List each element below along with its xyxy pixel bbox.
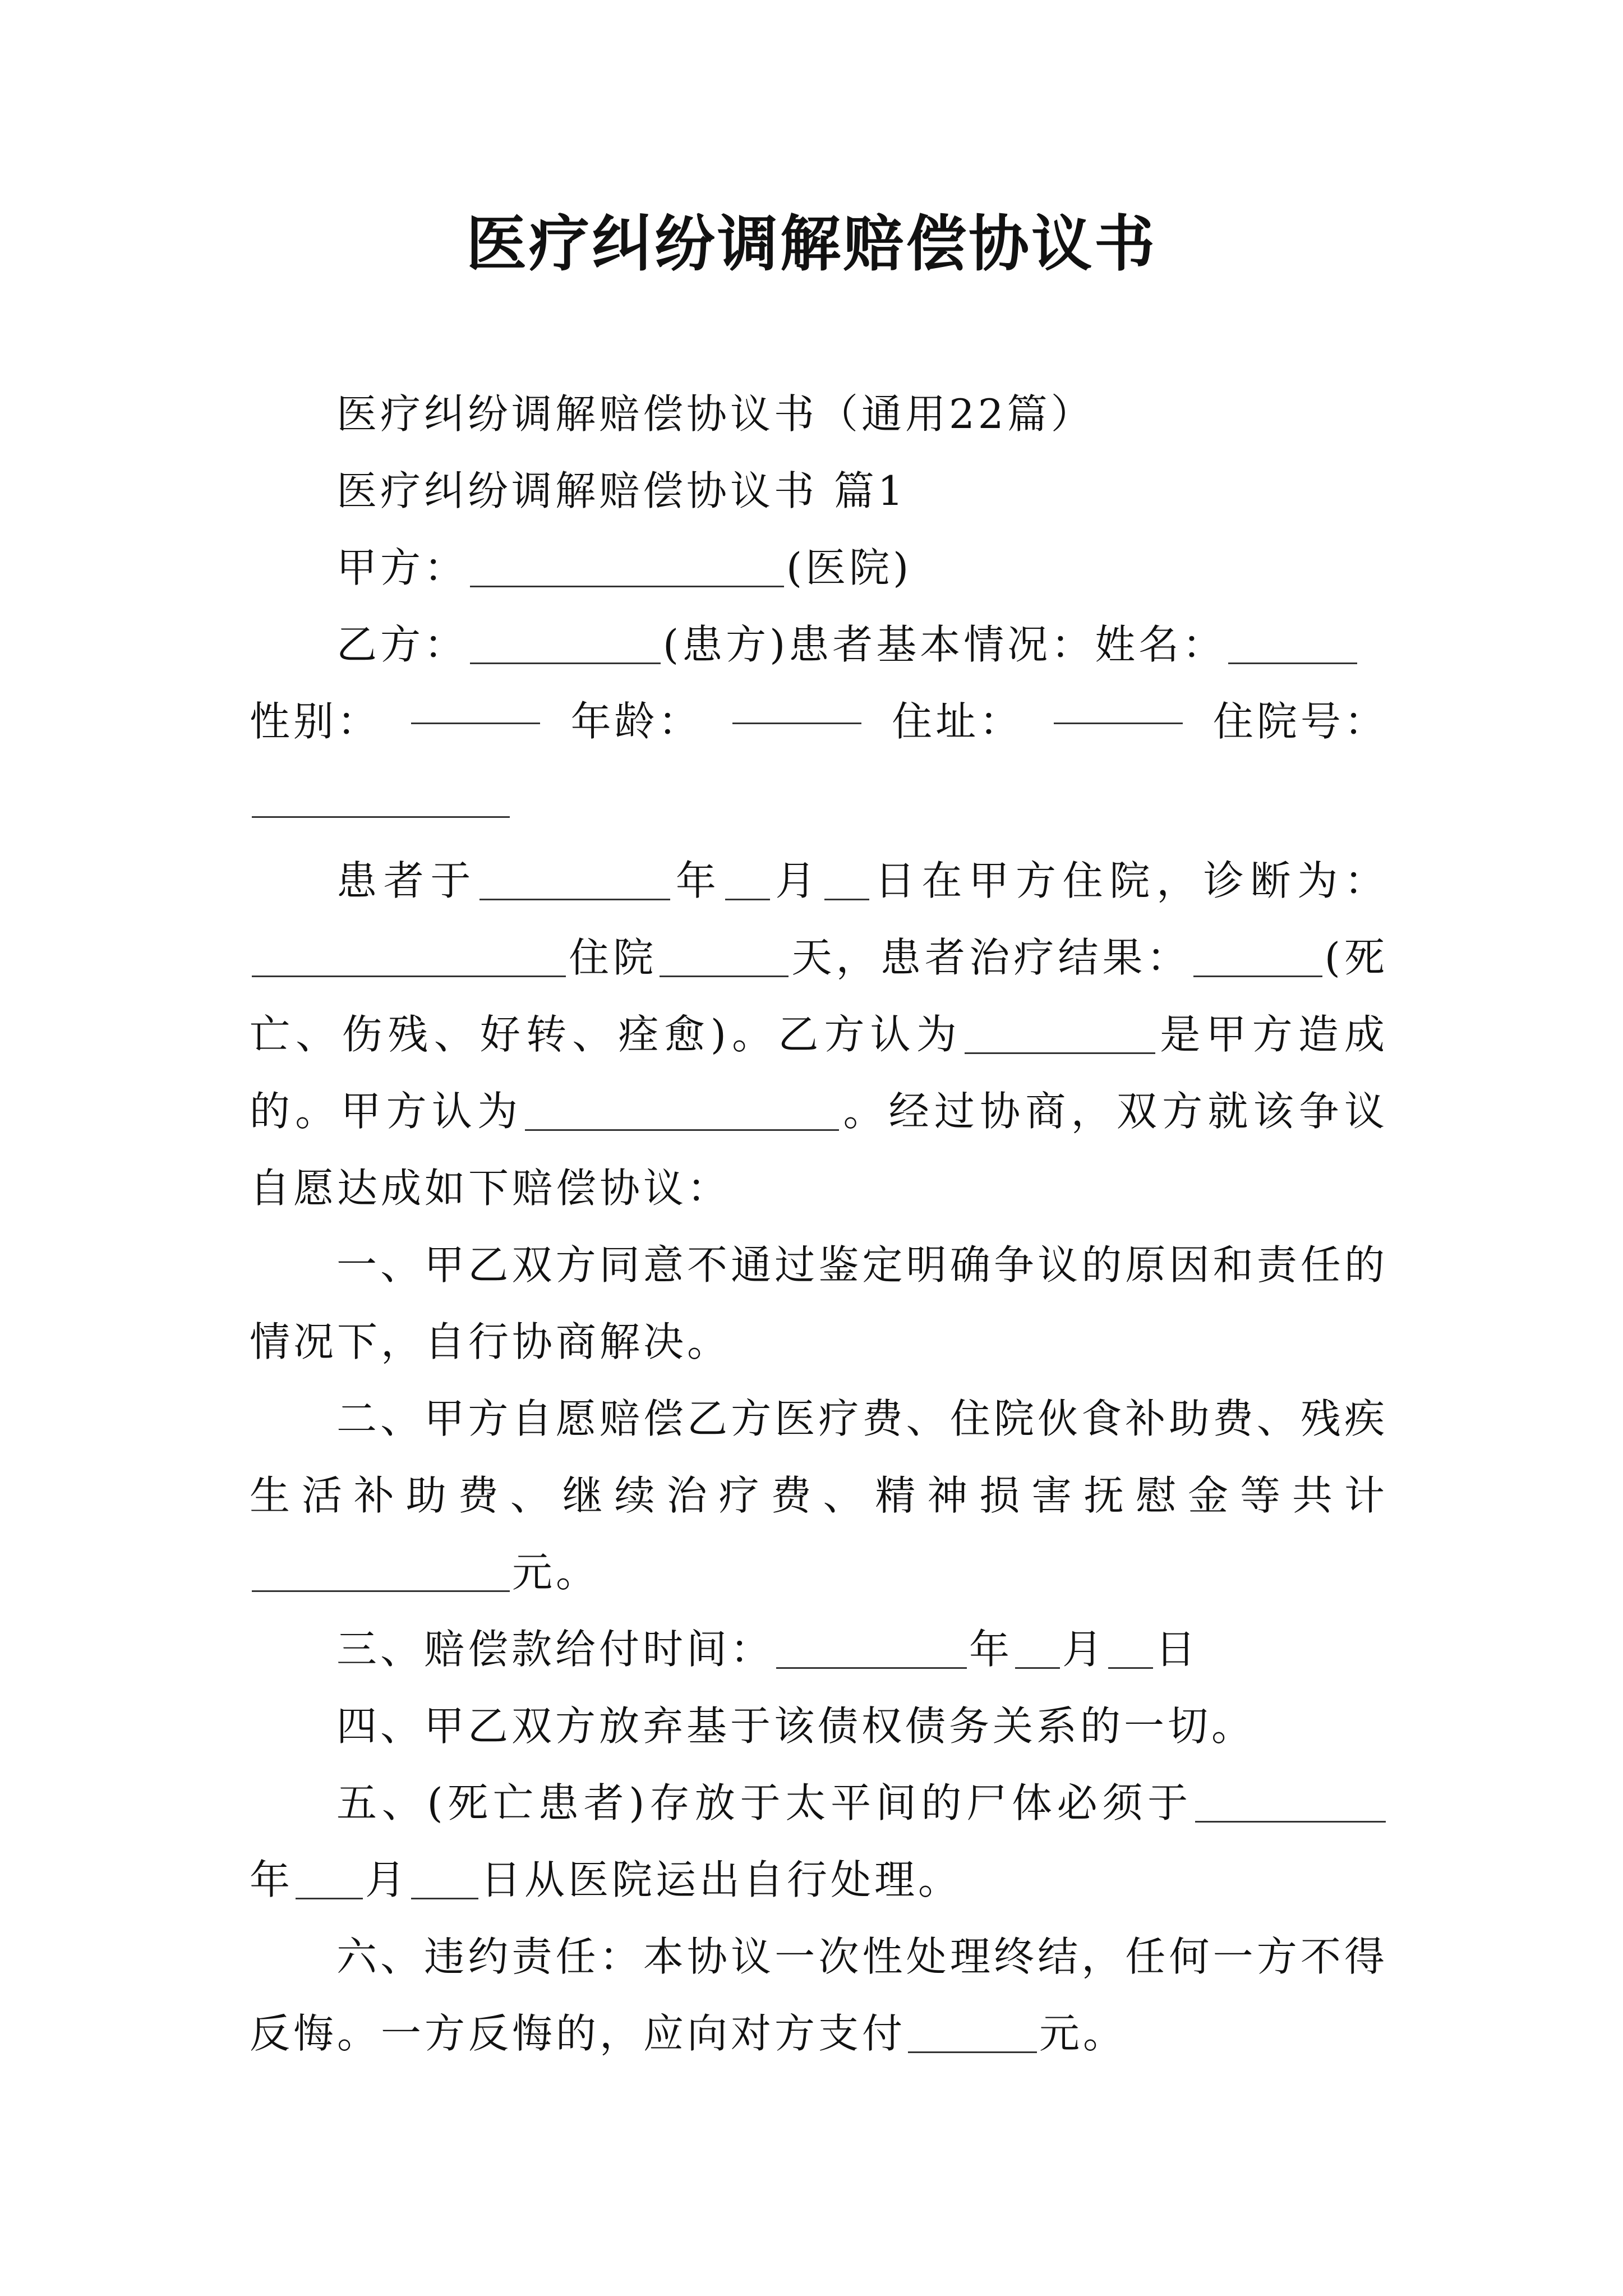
removal-month-blank — [296, 1858, 363, 1899]
admission-text-1: 患者于 — [336, 857, 478, 904]
admission-paragraph — [250, 843, 1388, 1227]
admission-text-2: 年 — [672, 857, 723, 904]
patient-info-line — [250, 683, 1388, 760]
clause-3-month: 月 — [1062, 1626, 1106, 1673]
age-label: 年龄： — [570, 698, 702, 745]
admission-no-label: 住院号： — [1212, 698, 1388, 745]
clause-2-unit: 元。 — [512, 1549, 600, 1596]
document-body — [250, 376, 1388, 2072]
days-blank — [660, 936, 789, 977]
party-a-blank — [470, 546, 784, 587]
removal-day-blank — [411, 1858, 478, 1899]
document-title: 医疗纠纷调解赔偿协议书 — [465, 209, 1157, 279]
party-a-label: 甲方： — [336, 544, 468, 591]
party-b-suffix: (患方)患者基本情况：姓名： — [663, 621, 1227, 668]
result-blank — [1193, 936, 1322, 977]
party-b-blank — [470, 623, 661, 664]
diagnosis-blank — [252, 936, 566, 977]
admission-text-8: 是甲方造成的。甲方认为 — [250, 1011, 1388, 1135]
clause-5-tail: 日从医院运出自行处理。 — [481, 1856, 962, 1903]
removal-year-blank — [1195, 1782, 1386, 1823]
party-a-suffix: (医院) — [786, 544, 912, 591]
clause-6-text: 六、违约责任：本协议一次性处理终结，任何一方不得反悔。一方反悔的，应向对方支付 — [250, 1933, 1388, 2057]
patient-name-blank — [1228, 623, 1357, 664]
clause-5-month: 月 — [365, 1856, 409, 1903]
admission-day-blank — [824, 859, 869, 900]
payment-year-blank — [776, 1628, 967, 1669]
admission-text-5: 住院 — [568, 934, 658, 981]
admission-month-blank — [725, 859, 770, 900]
clause-6 — [250, 1918, 1388, 2072]
gender-blank — [411, 683, 540, 724]
gender-label: 性别： — [250, 698, 381, 745]
clause-3-year: 年 — [969, 1626, 1013, 1673]
clause-6-unit: 元。 — [1039, 2010, 1127, 2057]
clause-3-day: 日 — [1155, 1626, 1200, 1673]
party-b-line — [250, 606, 1388, 683]
admission-no-line — [250, 760, 1388, 837]
clause-2 — [250, 1381, 1388, 1611]
party-a-line — [250, 530, 1388, 606]
admission-text-3: 月 — [772, 857, 823, 904]
address-blank — [1054, 683, 1183, 724]
admission-text-9: 。经过协商，双方就该争议自愿达成如下赔偿协议： — [250, 1088, 1388, 1212]
penalty-amount-blank — [908, 2012, 1037, 2053]
clause-3 — [250, 1611, 1388, 1688]
clause-3-text: 三、赔偿款给付时间： — [336, 1626, 774, 1673]
clause-1: 一、甲乙双方同意不通过鉴定明确争议的原因和责任的情况下，自行协商解决。 — [250, 1241, 1388, 1365]
clause-5-text: 五、(死亡患者)存放于太平间的尸体必须于 — [336, 1779, 1193, 1826]
subtitle: 医疗纠纷调解赔偿协议书（通用22篇） — [336, 390, 1095, 438]
admission-no-blank — [252, 777, 510, 818]
age-blank — [732, 683, 861, 724]
admission-text-6: 天，患者治疗结果： — [791, 934, 1191, 981]
section-heading: 医疗纠纷调解赔偿协议书 篇1 — [336, 467, 907, 514]
party-b-opinion-blank — [965, 1013, 1155, 1054]
clause-5-year: 年 — [250, 1856, 294, 1903]
clause-4: 四、甲乙双方放弃基于该债权债务关系的一切。 — [336, 1703, 1256, 1750]
admission-year-blank — [479, 859, 670, 900]
clause-5 — [250, 1765, 1388, 1918]
admission-text-7: (死亡、伤残、好转、痊愈)。乙方认为 — [250, 934, 1388, 1058]
party-b-label: 乙方： — [336, 621, 468, 668]
address-label: 住址： — [892, 698, 1023, 745]
clause-2-text: 二、甲方自愿赔偿乙方医疗费、住院伙食补助费、残疾生活补助费、继续治疗费、精神损害抚慰金等共计 — [250, 1395, 1388, 1519]
party-a-opinion-blank — [525, 1090, 839, 1131]
payment-day-blank — [1108, 1628, 1153, 1669]
payment-month-blank — [1015, 1628, 1060, 1669]
compensation-amount-blank — [252, 1551, 510, 1592]
admission-text-4: 日在甲方住院，诊断为： — [872, 857, 1388, 904]
